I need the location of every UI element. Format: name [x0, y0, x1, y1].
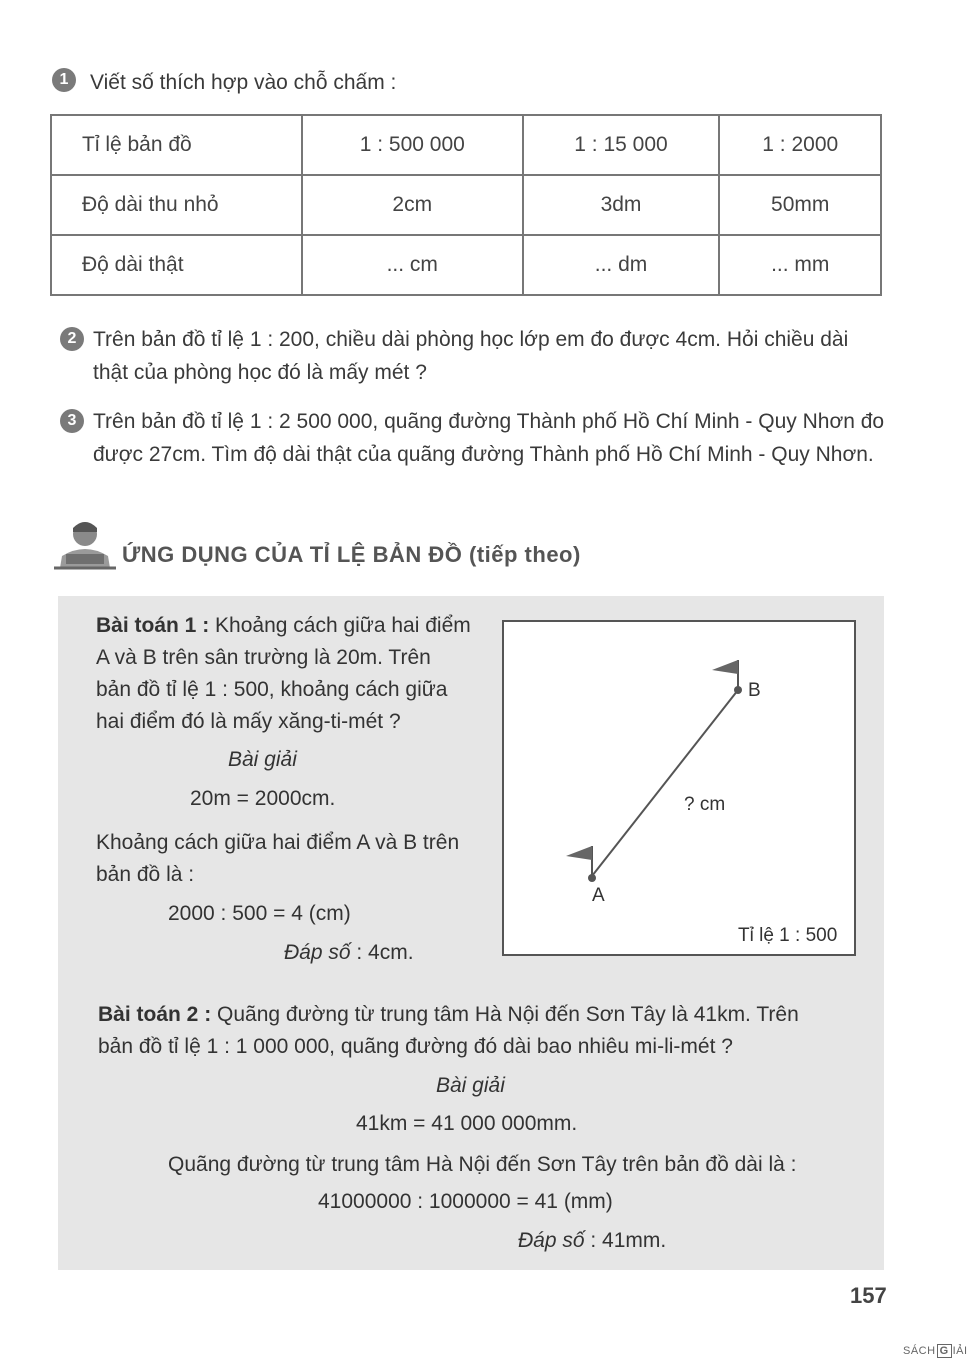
label-b: B	[748, 680, 761, 701]
problem-1-step-3: 2000 : 500 = 4 (cm)	[168, 902, 351, 925]
table-cell: 1 : 500 000	[302, 115, 523, 175]
map-drawing	[504, 622, 854, 954]
problem-1-answer-value: : 4cm.	[350, 941, 414, 964]
problem-1-step-2	[96, 827, 496, 891]
question-2-line-2: thật của phòng học đó là mấy mét ?	[93, 361, 427, 384]
table-cell: Độ dài thật	[51, 235, 302, 295]
problem-2-answer-label: Đáp số	[518, 1229, 585, 1252]
problem-2-solution-heading: Bài giải	[436, 1074, 505, 1097]
question-1-text: Viết số thích hợp vào chỗ chấm :	[90, 71, 397, 94]
table-cell: Tỉ lệ bản đồ	[51, 115, 302, 175]
problem-1-line-2: A và B trên sân trường là 20m. Trên	[96, 646, 431, 669]
flag-b-icon	[712, 660, 738, 674]
problem-1-step-2-line-1: Khoảng cách giữa hai điểm A và B trên	[96, 831, 460, 854]
question-2-line-1: Trên bản đồ tỉ lệ 1 : 200, chiều dài phòng học lớp em đo được 4cm. Hỏi chiều dài	[93, 328, 849, 351]
table-row	[51, 175, 881, 235]
question-3-line-1: Trên bản đồ tỉ lệ 1 : 2 500 000, quãng đường Thành phố Hồ Chí Minh - Quy Nhơn đo	[93, 410, 885, 433]
section-title	[122, 542, 581, 568]
problem-1-label: Bài toán 1 :	[96, 614, 210, 637]
footer-brand-right: IẢI	[952, 1345, 968, 1357]
problem-1-step-1: 20m = 2000cm.	[190, 787, 336, 810]
problem-2-line-1: Quãng đường từ trung tâm Hà Nội đến Sơn Tây là 41km. Trên	[211, 1003, 799, 1026]
problem-2-step-1: 41km = 41 000 000mm.	[356, 1112, 578, 1135]
section-title-sub: (tiếp theo)	[469, 542, 581, 567]
segment-ab	[592, 690, 738, 876]
table-cell: ... mm	[719, 235, 881, 295]
footer-brand	[903, 1344, 968, 1358]
problem-2-label: Bài toán 2 :	[98, 1003, 212, 1026]
problem-2-answer	[518, 1225, 666, 1257]
problem-2-answer-value: : 41mm.	[584, 1229, 667, 1252]
flag-a-icon	[566, 846, 592, 860]
table-cell: 1 : 15 000	[523, 115, 720, 175]
table-cell: ... cm	[302, 235, 523, 295]
table-cell: ... dm	[523, 235, 720, 295]
table-cell: 1 : 2000	[719, 115, 881, 175]
table-cell: 50mm	[719, 175, 881, 235]
problem-1-answer-label: Đáp số	[284, 941, 351, 964]
problem-1-step-2-line-2: bản đồ là :	[96, 863, 195, 886]
map-scale-label: Tỉ lệ 1 : 500	[738, 925, 838, 946]
map-diagram	[502, 620, 856, 956]
problem-2-step-2: Quãng đường từ trung tâm Hà Nội đến Sơn Tây trên bản đồ dài là :	[168, 1153, 797, 1176]
problem-2	[98, 999, 868, 1063]
page-number: 157	[850, 1283, 887, 1308]
table-cell: Độ dài thu nhỏ	[51, 175, 302, 235]
problem-1	[96, 610, 496, 738]
reading-kid-icon	[52, 516, 118, 572]
question-number-2: 2	[60, 327, 84, 351]
problem-1-solution-heading: Bài giải	[228, 748, 297, 771]
table-cell: 2cm	[302, 175, 523, 235]
problem-2-line-2: bản đồ tỉ lệ 1 : 1 000 000, quãng đường đó dài bao nhiêu mi-li-mét ?	[98, 1035, 733, 1058]
length-label: ? cm	[684, 794, 726, 815]
question-2-text	[93, 323, 893, 389]
question-number-3: 3	[60, 409, 84, 433]
problem-1-line-1: Khoảng cách giữa hai điểm	[209, 614, 471, 637]
question-number-1: 1	[52, 68, 76, 92]
scale-table	[50, 114, 882, 296]
problem-1-answer	[284, 937, 414, 969]
question-3-line-2: được 27cm. Tìm độ dài thật của quãng đường Thành phố Hồ Chí Minh - Quy Nhơn.	[93, 443, 874, 466]
question-3-text	[93, 405, 893, 471]
label-a: A	[592, 885, 605, 906]
problem-1-line-4: hai điểm đó là mấy xăng-ti-mét ?	[96, 710, 401, 733]
footer-brand-mid: G	[937, 1344, 952, 1358]
table-cell: 3dm	[523, 175, 720, 235]
table-row	[51, 235, 881, 295]
problem-1-line-3: bản đồ tỉ lệ 1 : 500, khoảng cách giữa	[96, 678, 448, 701]
table-row	[51, 115, 881, 175]
problem-2-step-3: 41000000 : 1000000 = 41 (mm)	[318, 1190, 613, 1213]
section-title-main: ỨNG DỤNG CỦA TỈ LỆ BẢN ĐỒ	[122, 542, 463, 567]
footer-brand-left: SÁCH	[903, 1345, 936, 1357]
